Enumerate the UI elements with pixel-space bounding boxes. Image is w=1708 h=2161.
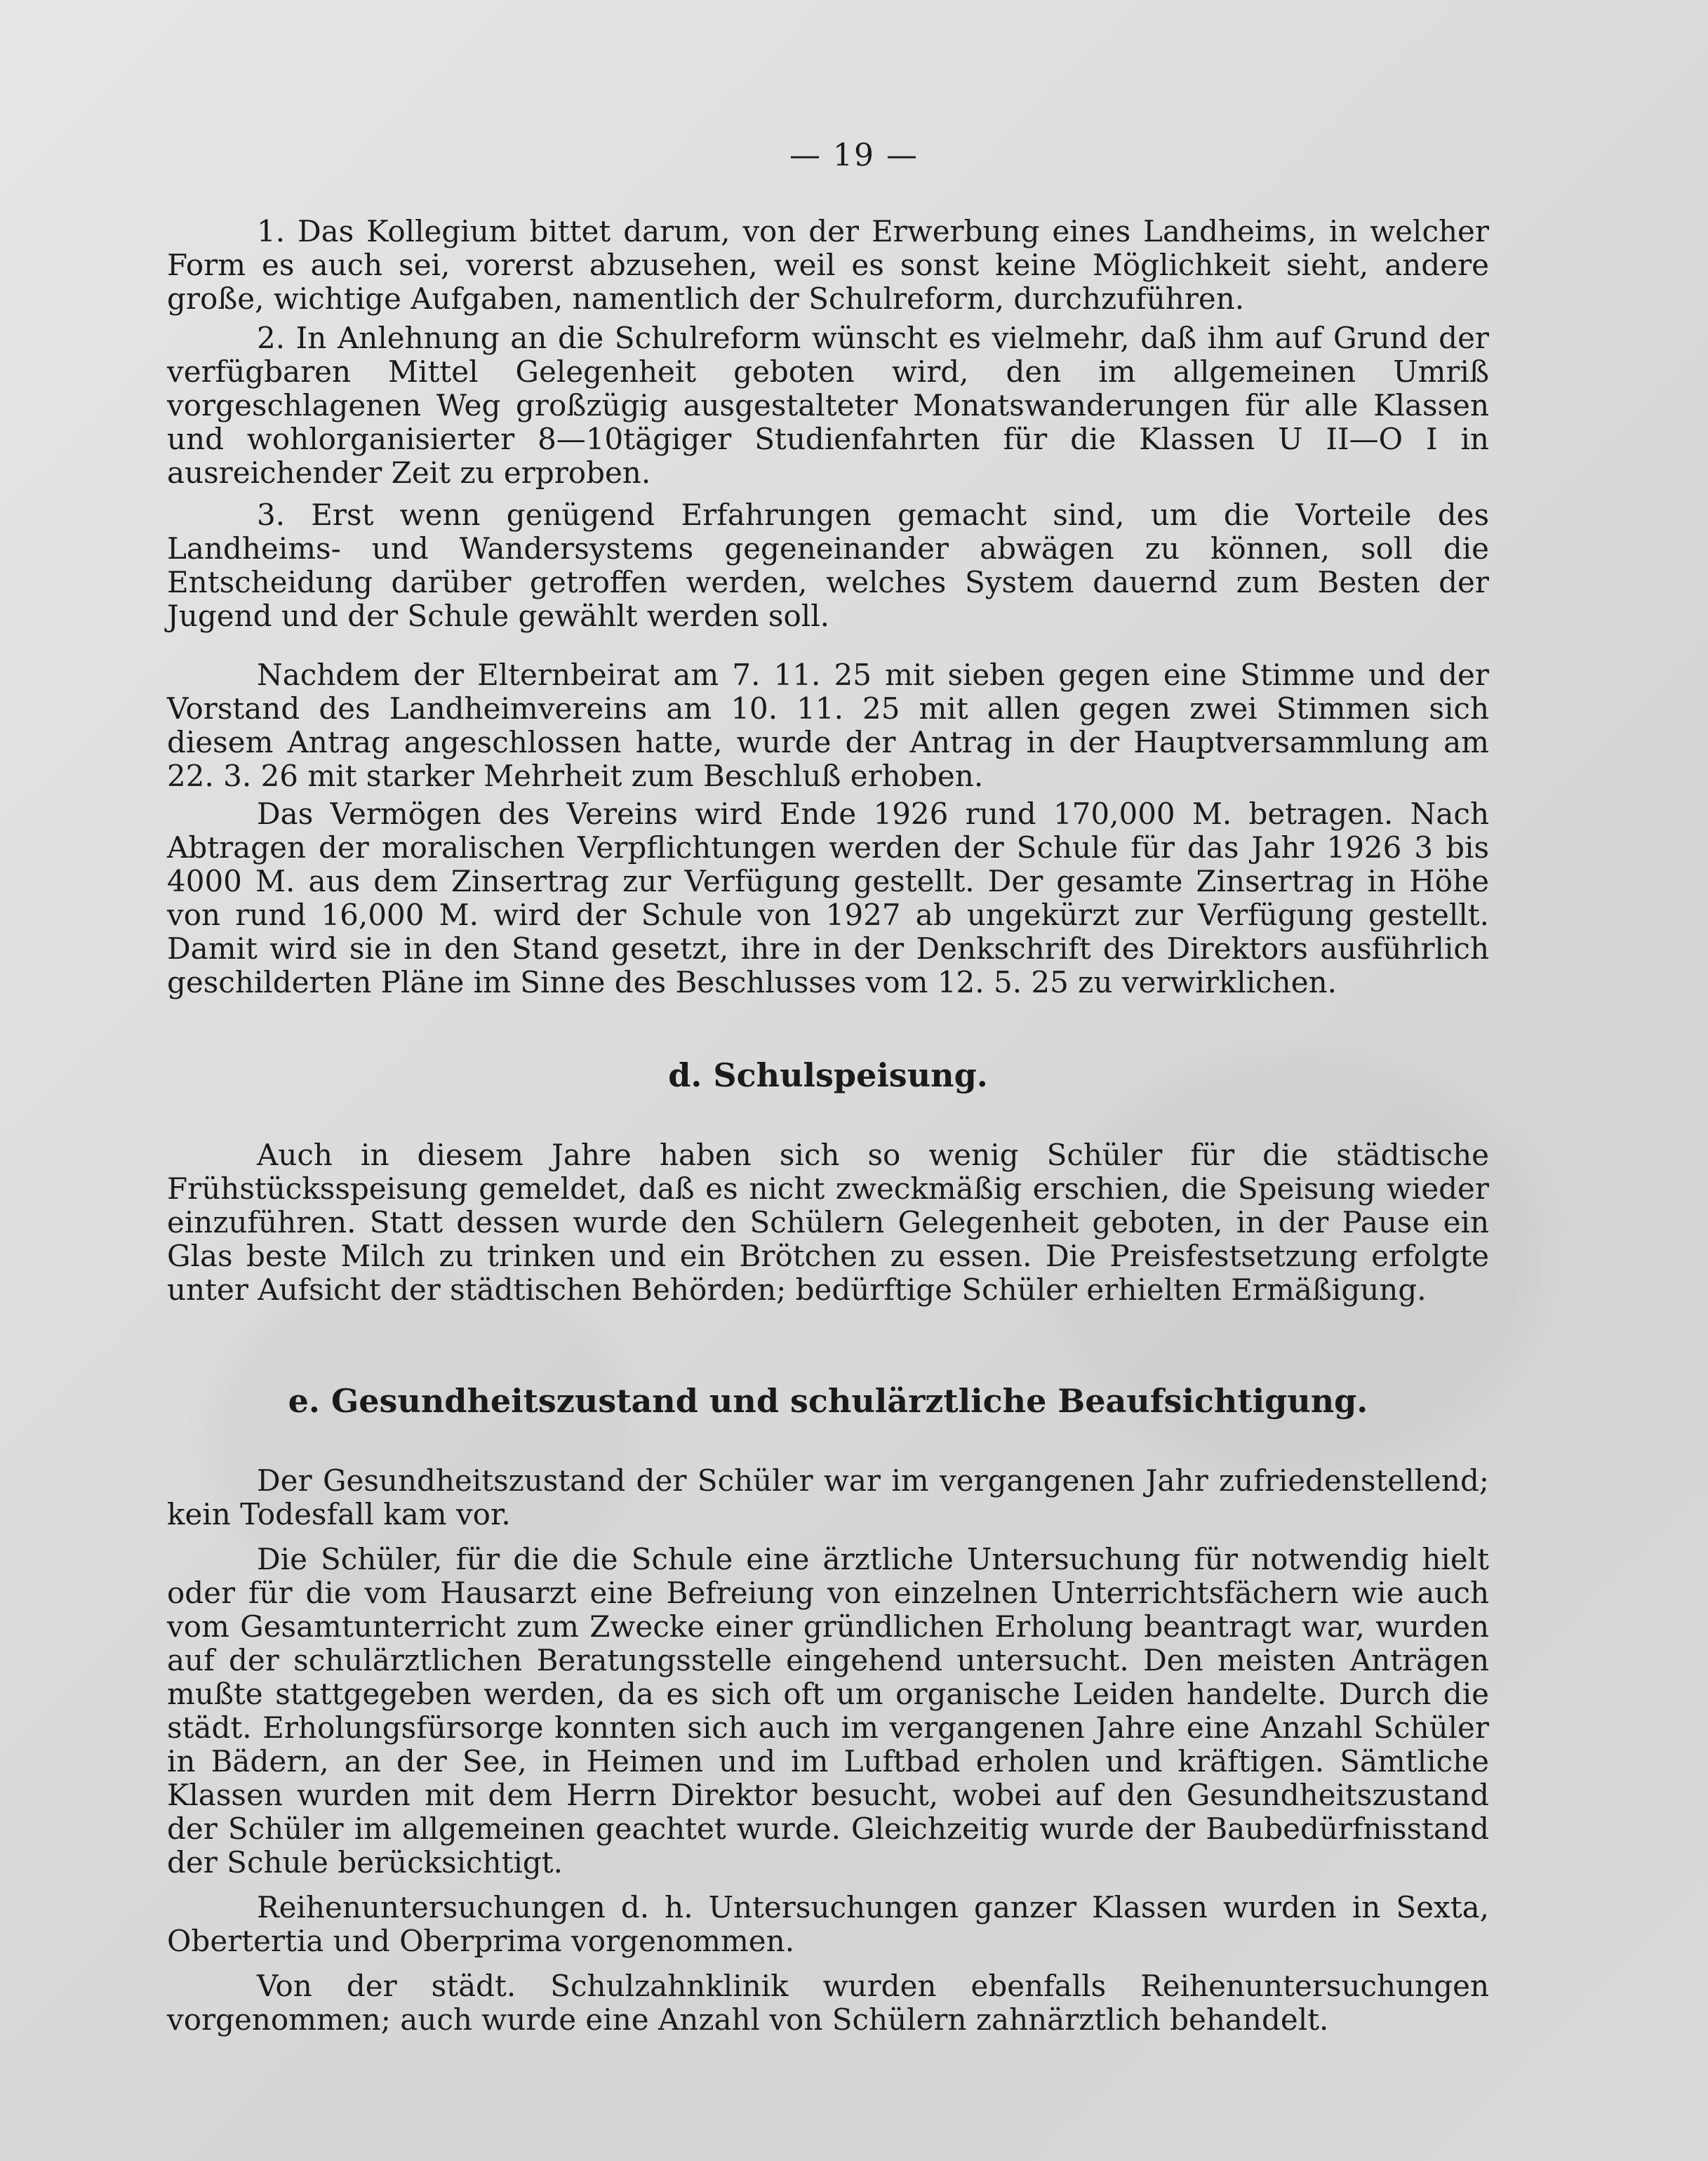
paragraph-item-3: 3. Erst wenn genügend Erfahrungen gemacht sind, um die Vorteile des Landheims- und Wandersystems gegeneinander abwägen zu können, soll die Entscheidung darüber getroffen werden, welches System dauernd zum Besten der Jugend und der Schule gewählt werden soll. — [167, 498, 1489, 633]
paragraph-elternbeirat: Nachdem der Elternbeirat am 7. 11. 25 mit sieben gegen eine Stimme und der Vorstand des Landheimvereins am 10. 11. 25 mit allen gegen zwei Stimmen sich diesem Antrag angeschlossen hatte, wurde der Antrag in der Hauptversammlung am 22. 3. 26 mit starker Mehrheit zum Beschluß erhoben. — [167, 658, 1489, 793]
paragraph-item-2: 2. In Anlehnung an die Schulreform wünscht es vielmehr, daß ihm auf Grund der verfügbaren Mittel Gelegenheit geboten wird, den im allgemeinen Umriß vorgeschlagenen Weg großzügig ausgestalteter Monatswanderungen für alle Klassen und wohlorganisierter 8—10tägiger Studienfahrten für die Klassen U II—O I in ausreichender Zeit zu erproben. — [167, 321, 1489, 490]
paragraph-untersuchung: Die Schüler, für die die Schule eine ärztliche Untersuchung für notwendig hielt oder für die vom Hausarzt eine Befreiung von einzelnen Unterrichtsfächern wie auch vom Gesamtunterricht zum Zwecke einer gründlichen Erholung beantragt war, wurden auf der schulärztlichen Beratungsstelle eingehend untersucht. Den meisten Anträgen mußte stattgegeben werden, da es sich oft um organische Leiden handelte. Durch die städt. Erholungsfürsorge konnten sich auch im vergangenen Jahre eine Anzahl Schüler in Bädern, an der See, in Heimen und im Luftbad erholen und kräftigen. Sämtliche Klassen wurden mit dem Herrn Direktor besucht, wobei auf den Gesundheitszustand der Schüler im allgemeinen geachtet wurde. Gleichzeitig wurde der Baubedürfnisstand der Schule berücksichtigt. — [167, 1542, 1489, 1880]
paragraph-reihenuntersuchungen: Reihenuntersuchungen d. h. Untersuchungen ganzer Klassen wurden in Sexta, Obertertia und Oberprima vorgenommen. — [167, 1890, 1489, 1958]
section-heading-gesundheitszustand: e. Gesundheitszustand und schulärztliche Beaufsichtigung. — [288, 1382, 1368, 1420]
page-body — [167, 215, 1489, 2037]
paragraph-schulzahnklinik: Von der städt. Schulzahnklinik wurden ebenfalls Reihenuntersuchungen vorgenommen; auch wurde eine Anzahl von Schülern zahnärztlich behandelt. — [167, 1969, 1489, 2037]
section-heading-schulspeisung: d. Schulspeisung. — [668, 1056, 988, 1094]
paragraph-schulspeisung: Auch in diesem Jahre haben sich so wenig Schüler für die städtische Frühstücksspeisung gemeldet, daß es nicht zweckmäßig erschien, die Speisung wieder einzuführen. Statt dessen wurde den Schülern Gelegenheit geboten, in der Pause ein Glas beste Milch zu trinken und ein Brötchen zu essen. Die Preisfestsetzung erfolgte unter Aufsicht der städtischen Behörden; bedürftige Schüler erhielten Ermäßigung. — [167, 1138, 1489, 1307]
paragraph-vermoegen: Das Vermögen des Vereins wird Ende 1926 rund 170,000 M. betragen. Nach Abtragen der moralischen Verpflichtungen werden der Schule für das Jahr 1926 3 bis 4000 M. aus dem Zinsertrag zur Verfügung gestellt. Der gesamte Zinsertrag in Höhe von rund 16,000 M. wird der Schule von 1927 ab ungekürzt zur Verfügung gestellt. Damit wird sie in den Stand gesetzt, ihre in der Denkschrift des Direktors ausführlich geschilderten Pläne im Sinne des Beschlusses vom 12. 5. 25 zu verwirklichen. — [167, 797, 1489, 999]
paragraph-item-1: 1. Das Kollegium bittet darum, von der Erwerbung eines Landheims, in welcher Form es auch sei, vorerst abzusehen, weil es sonst keine Möglichkeit sieht, andere große, wichtige Aufgaben, namentlich der Schulreform, durchzuführen. — [167, 214, 1489, 316]
page-number: — 19 — — [789, 138, 919, 173]
paragraph-gesundheitszustand: Der Gesundheitszustand der Schüler war im vergangenen Jahr zufriedenstellend; kein Todesfall kam vor. — [167, 1463, 1489, 1531]
